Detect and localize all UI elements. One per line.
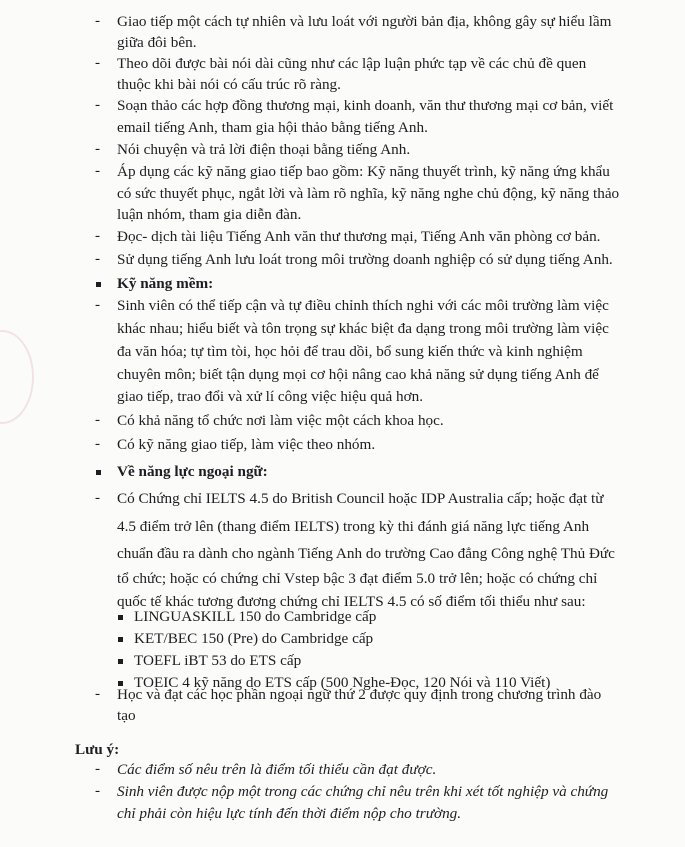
note-item: Các điểm số nêu trên là điểm tối thiểu cần đạt được. [117, 761, 437, 778]
text-line: khác nhau; hiểu biết và tôn trọng sự khác biệt đa dạng trong môi trường làm việc [117, 320, 609, 337]
text-line: Sử dụng tiếng Anh lưu loát trong môi trường doanh nghiệp có sử dụng tiếng Anh. [117, 251, 613, 268]
dash-bullet: - [95, 760, 101, 777]
note-item: chỉ phải còn hiệu lực tính đến thời điểm nộp cho trường. [117, 805, 462, 822]
dash-bullet: - [95, 96, 101, 113]
text-line: chuyên môn; biết tận dụng mọi cơ hội nâng cao khả năng sử dụng tiếng Anh để [117, 366, 599, 383]
text-line: email tiếng Anh, tham gia hội thảo bằng tiếng Anh. [117, 119, 428, 136]
stamp-mark [0, 330, 34, 424]
text-line: đa văn hóa; tự tìm tòi, học hỏi để trau dồi, bổ sung kiến thức và kinh nghiệm [117, 343, 583, 360]
text-line: Theo dõi được bài nói dài cũng như các lập luận phức tạp về các chủ đề quen [117, 55, 587, 72]
note-item: Sinh viên được nộp một trong các chứng chỉ nêu trên khi xét tốt nghiệp và chứng [117, 783, 609, 800]
sub-list-item: KET/BEC 150 (Pre) do Cambridge cấp [134, 630, 374, 647]
text-line: Đọc- dịch tài liệu Tiếng Anh văn thư thương mại, Tiếng Anh văn phòng cơ bản. [117, 228, 601, 245]
dash-bullet: - [95, 162, 101, 179]
text-line: tạo [117, 707, 136, 724]
text-line: Áp dụng các kỹ năng giao tiếp bao gồm: Kỹ năng thuyết trình, kỹ năng ứng khẩu [117, 163, 610, 180]
note-title: Lưu ý: [75, 741, 120, 758]
sub-list-item: TOEFL iBT 53 do ETS cấp [134, 652, 302, 669]
square-bullet-icon [96, 470, 101, 475]
text-line: Sinh viên có thể tiếp cận và tự điều chỉnh thích nghi với các môi trường làm việc [117, 297, 609, 314]
text-line: Soạn thảo các hợp đồng thương mại, kinh doanh, văn thư thương mại cơ bản, viết [117, 97, 614, 114]
square-bullet-icon [118, 615, 123, 620]
text-line: có sức thuyết phục, ngắt lời và làm rõ nghĩa, kỹ năng nghe chủ động, kỹ năng thảo [117, 185, 620, 202]
dash-bullet: - [95, 227, 101, 244]
text-line: Nói chuyện và trả lời điện thoại bằng tiếng Anh. [117, 141, 411, 158]
dash-bullet: - [95, 489, 101, 506]
sub-list-item: TOEIC 4 kỹ năng do ETS cấp (500 Nghe-Đọc, 120 Nói và 110 Viết) [134, 674, 551, 691]
dash-bullet: - [95, 250, 101, 267]
text-line: 4.5 điểm trở lên (thang điểm IELTS) trong kỳ thi đánh giá năng lực tiếng Anh [117, 518, 590, 535]
sub-list-item: LINGUASKILL 150 do Cambridge cấp [134, 608, 377, 625]
text-line: Có Chứng chỉ IELTS 4.5 do British Council hoặc IDP Australia cấp; hoặc đạt từ [117, 490, 604, 507]
text-line: giữa đôi bên. [117, 34, 197, 51]
square-bullet-icon [96, 282, 101, 287]
text-line: luận nhóm, tham gia diễn đàn. [117, 206, 302, 223]
text-line: chuẩn đầu ra dành cho ngành Tiếng Anh do trường Cao đẳng Công nghệ Thủ Đức [117, 545, 615, 562]
dash-bullet: - [95, 435, 101, 452]
text-line: Có kỹ năng giao tiếp, làm việc theo nhóm. [117, 436, 376, 453]
text-line: quốc tế khác tương đương chứng chỉ IELTS 4.5 có số điểm tối thiểu như sau: [117, 593, 586, 610]
dash-bullet: - [95, 411, 101, 428]
section-heading: Kỹ năng mềm: [117, 275, 214, 292]
text-line: tổ chức; hoặc có chứng chỉ Vstep bậc 3 đạt điểm 5.0 trở lên; hoặc có chứng chỉ [117, 570, 598, 587]
dash-bullet: - [95, 782, 101, 799]
dash-bullet: - [95, 685, 101, 702]
section-heading: Về năng lực ngoại ngữ: [117, 463, 268, 480]
dash-bullet: - [95, 54, 101, 71]
dash-bullet: - [95, 296, 101, 313]
text-line: giao tiếp, trao đổi và xử lí công việc hiệu quả hơn. [117, 388, 424, 405]
text-line: Giao tiếp một cách tự nhiên và lưu loát với người bản địa, không gây sự hiểu lầm [117, 13, 612, 30]
dash-bullet: - [95, 12, 101, 29]
text-line: thuộc khi bài nói có cấu trúc rõ ràng. [117, 76, 341, 93]
square-bullet-icon [118, 637, 123, 642]
text-line: Học và đạt các học phần ngoại ngữ thứ 2 được quy định trong chương trình đào [117, 686, 602, 703]
text-line: Có khả năng tổ chức nơi làm việc một cách khoa học. [117, 412, 444, 429]
square-bullet-icon [118, 659, 123, 664]
dash-bullet: - [95, 140, 101, 157]
